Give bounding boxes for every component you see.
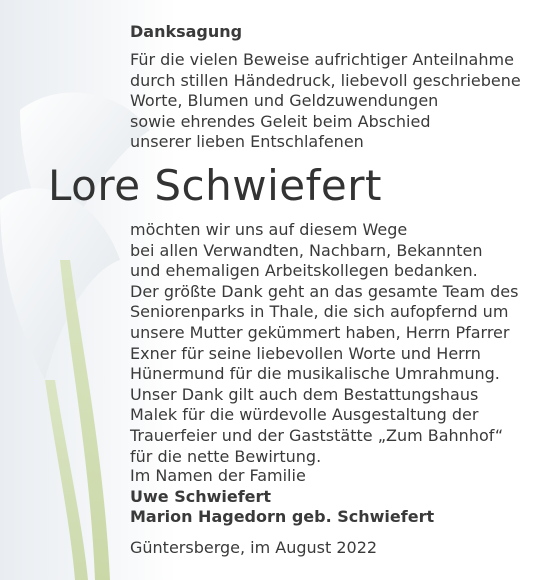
signature-name: Uwe Schwiefert <box>130 486 272 506</box>
signature-intro: Im Namen der Familie <box>130 466 306 485</box>
text-line: und ehemaligen Arbeitskollegen bedanken. <box>130 261 478 281</box>
signature-name: Marion Hagedorn geb. Schwiefert <box>130 507 435 527</box>
text-line: Seniorenparks in Thale, die sich aufopfernd um <box>130 302 509 322</box>
text-line: Für die vielen Beweise aufrichtiger Anteilnahme <box>130 50 514 69</box>
deceased-name: Lore Schwiefert <box>48 161 382 210</box>
text-line: bei allen Verwandten, Nachbarn, Bekannten <box>130 240 483 260</box>
text-line: Unser Dank gilt auch dem Bestattungshaus <box>130 384 479 404</box>
text-line: unsere Mutter gekümmert haben, Herrn Pfarrer <box>130 322 510 342</box>
text-line: Exner für seine liebevollen Worte und Herrn <box>130 343 481 363</box>
text-line: für die nette Bewirtung. <box>130 446 322 466</box>
signature-block <box>130 466 434 528</box>
text-line: sowie ehrendes Geleit beim Abschied <box>130 111 431 131</box>
heading: Danksagung <box>130 22 243 41</box>
place-date: Güntersberge, im August 2022 <box>130 538 378 557</box>
text-line: Hünermund für die musikalische Umrahmung. <box>130 364 500 384</box>
text-line: möchten wir uns auf diesem Wege <box>130 220 408 239</box>
text-line: Der größte Dank geht an das gesamte Team des <box>130 281 519 301</box>
text-line: durch stillen Händedruck, liebevoll geschriebene <box>130 70 521 90</box>
text-line: unserer lieben Entschlafenen <box>130 132 364 152</box>
intro-text <box>130 50 521 153</box>
text-line: Trauerfeier und der Gaststätte „Zum Bahnhof“ <box>130 425 504 445</box>
body-text <box>130 220 518 467</box>
text-line: Worte, Blumen und Geldzuwendungen <box>130 91 439 111</box>
text-line: Malek für die würdevolle Ausgestaltung der <box>130 405 479 425</box>
